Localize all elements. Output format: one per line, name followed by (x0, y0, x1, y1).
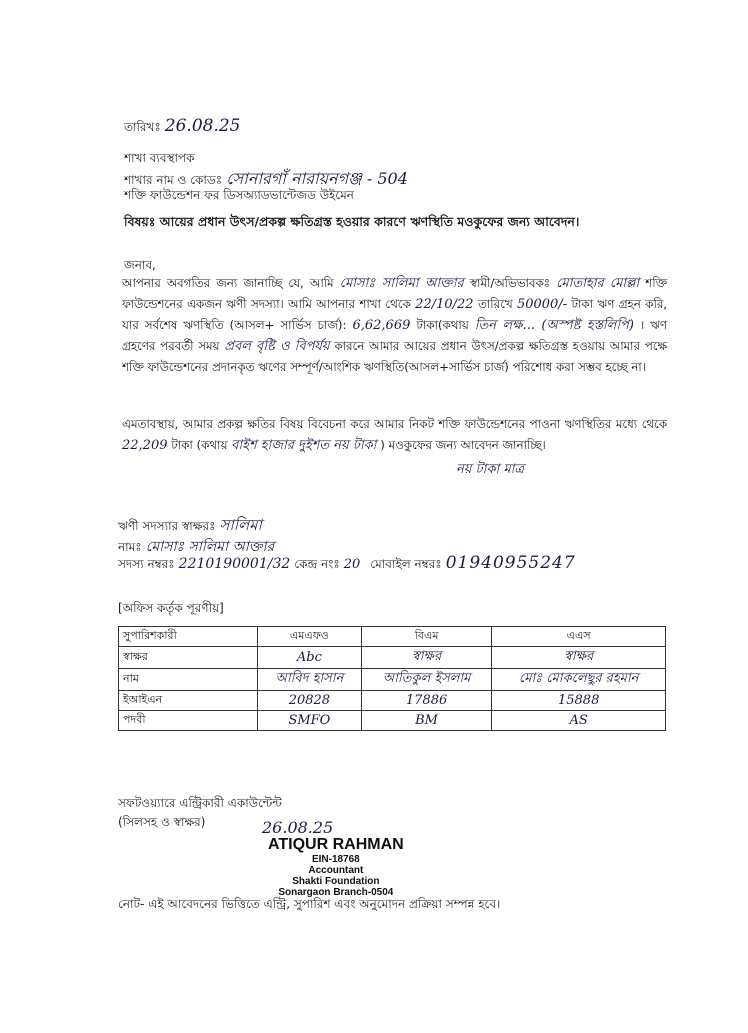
subject-line: বিষয়ঃ আয়ের প্রধান উৎস/প্রকল্প ক্ষতিগ্রস্ত হওয়ার কারণে ঋণস্থিতি মওকুফের জন্য আবেদন। (124, 214, 580, 229)
table-row: নাম আবিদ হাসান আতিকুল ইসলাম মোঃ মোকলেছুর রহমান (119, 669, 666, 691)
office-heading: [অফিস কর্তৃক পূরণীয়] (118, 601, 224, 615)
branch-label: শাখার নাম ও কোডঃ (124, 173, 223, 187)
header-bm: বিএম (361, 627, 492, 647)
accountant-seal-note: (সিলসহ ও স্বাক্ষর) (118, 815, 206, 829)
body-paragraph-2: এমতাবস্থায়, আমার প্রকল্প ক্ষতির বিষয় বিবেচনা করে আমার নিকট শক্তি ফাউন্ডেশনের পাওনা ঋণস্থিতির মধ্যে থেকে 22,209 টাকা (কথায় বাইশ হাজার দুইশত নয় টাকা ) মওকুফের জন্য আবেদন জানাচ্ছি। (122, 417, 667, 453)
body-paragraph-1: আপনার অবগতির জন্য জানাচ্ছি যে, আমি মোসাঃ সালিমা আক্তার স্বামী/অভিভাবকঃ মোতাহার মোল্লা শক্তি ফাউন্ডেশনের একজন ঋণী সদস্যা। আমি আপনার শাখা থেকে 22/10/22 তারিখে 50000/- টাকা ঋণ গ্রহন করি, যার সর্বশেষ ঋণস্থিতি (আসল+ সার্ভিস চার্জ): 6,62,669 টাকা(কথায় তিন লক্ষ... (অস্পষ্ট হস্তলিপি) । ঋণ গ্রহণের পরবর্তী সময় প্রবল বৃষ্টি ও বিপর্যয় কারনে আমার আয়ের প্রধান উৎস/প্রকল্প ক্ষতিগ্রস্ত হওয়ায় আমার পক্ষে শক্তি ফাউন্ডেশনের প্রদানকৃত ঋণের সম্পূর্ণ/আংশিক ঋণস্থিতি(আসল+সার্ভিস চার্জ) পরিশোধ করা সম্ভব হচ্ছে না। (122, 276, 668, 374)
date-value: 26.08.25 (164, 116, 241, 136)
loan-amount: 50000/- (516, 297, 568, 312)
office-table (118, 626, 666, 731)
member-row (118, 553, 576, 576)
loan-balance: 6,62,669 (352, 318, 411, 333)
org-name: শক্তি ফাউন্ডেশন ফর ডিসঅ্যাডভান্টেজড উইমেন (124, 188, 354, 202)
kendra-label: কেন্দ্র নংঃ (294, 557, 340, 571)
waive-in-words: বাইশ হাজার দুইশত নয় টাকা (231, 438, 377, 453)
guardian-name: মোতাহার (556, 276, 604, 291)
date-row (124, 116, 240, 139)
waive-amount: 22,209 (122, 438, 168, 453)
applicant-name-inline: মোসাঃ সালিমা আক্তার (339, 276, 464, 291)
table-row: ইআইএন 20828 17886 15888 (119, 691, 666, 711)
loan-date: 22/10/22 (415, 297, 474, 312)
applicant-name: মোসাঃ সালিমা আক্তার (145, 539, 275, 555)
waive-words-continued: নয় টাকা মাত্র (456, 462, 524, 477)
accountant-sign-date: 26.08.25 (262, 818, 334, 837)
applicant-signature: সালিমা (219, 516, 262, 534)
salutation: জনাব, (124, 258, 156, 272)
date-label: তারিখঃ (124, 120, 161, 134)
footer-note: নোট- এই আবেদনের ভিত্তিতে এন্ট্রি, সুপারিশ এবং অনুমোদন প্রক্রিয়া সম্পন্ন হবে। (118, 897, 501, 911)
balance-in-words: তিন লক্ষ... (অস্পষ্ট হস্তলিপি) (474, 318, 634, 333)
member-label: সদস্য নম্বরঃ (118, 557, 175, 571)
branch-value: সোনারগাঁ নারায়নগঞ্জ - 504 (226, 169, 408, 188)
accountant-stamp: ATIQUR RAHMAN EIN-18768 Accountant Shakti Foundation Sonargaon Branch-0504 (268, 836, 404, 898)
addressee-title: শাখা ব্যবস্থাপক (124, 151, 195, 165)
table-row: স্বাক্ষর Abc স্বাক্ষর স্বাক্ষর (119, 647, 666, 669)
accountant-title: সফটওয়্যারে এন্ট্রিকারী একাউন্টেন্ট (118, 796, 282, 810)
name-label: নামঃ (118, 540, 142, 554)
header-mfo: এমএফও (258, 627, 362, 647)
damage-reason: প্রবল বৃষ্টি ও বিপর্যয় (224, 339, 330, 354)
table-row: পদবী SMFO BM AS (119, 711, 666, 731)
mobile-number: 01940955247 (445, 553, 576, 573)
header-recommender: সুপারিশকারী (119, 627, 258, 647)
kendra-number: 20 (343, 557, 361, 572)
signature-label: ঋণী সদস্যার স্বাক্ষরঃ (118, 519, 216, 533)
office-header-row (119, 627, 666, 647)
member-number: 2210190001/32 (178, 556, 291, 572)
mobile-label: মোবাইল নম্বরঃ (370, 557, 442, 571)
header-as: এএস (492, 627, 666, 647)
